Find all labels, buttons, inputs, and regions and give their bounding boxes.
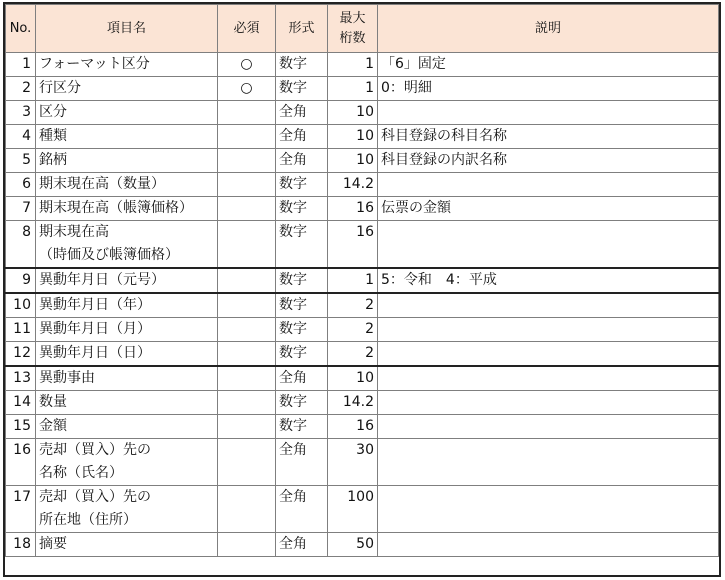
row-number: 18 <box>6 533 36 557</box>
format-cell: 全角 <box>276 101 328 125</box>
format-cell: 全角 <box>276 366 328 391</box>
item-name-cell: 期末現在高（帳簿価格） <box>36 197 218 221</box>
description-cell <box>378 318 719 342</box>
item-name-cell: 銘柄 <box>36 149 218 173</box>
max-digits-cell: 50 <box>328 533 378 557</box>
header-no: No. <box>6 5 36 53</box>
item-name-cell: 区分 <box>36 101 218 125</box>
max-digits-cell: 10 <box>328 125 378 149</box>
description-cell <box>378 439 719 486</box>
required-mark <box>218 268 276 293</box>
item-name-cell: 異動事由 <box>36 366 218 391</box>
item-name-cell: 異動年月日（年） <box>36 293 218 318</box>
description-cell: 伝票の金額 <box>378 197 719 221</box>
required-mark <box>218 125 276 149</box>
required-mark <box>218 197 276 221</box>
item-name-cell: フォーマット区分 <box>36 53 218 77</box>
table-row <box>6 149 719 173</box>
description-cell <box>378 533 719 557</box>
item-name-cell: 異動年月日（日） <box>36 342 218 367</box>
item-name-cell: 異動年月日（月） <box>36 318 218 342</box>
field-spec-table-frame <box>3 2 721 577</box>
row-number: 10 <box>6 293 36 318</box>
max-digits-cell: 1 <box>328 53 378 77</box>
required-mark: ○ <box>218 77 276 101</box>
table-row <box>6 53 719 77</box>
item-name-cell: 数量 <box>36 391 218 415</box>
max-digits-cell: 2 <box>328 342 378 367</box>
description-cell <box>378 221 719 269</box>
format-cell: 数字 <box>276 53 328 77</box>
format-cell: 数字 <box>276 268 328 293</box>
header-item-name: 項目名 <box>36 5 218 53</box>
required-mark <box>218 173 276 197</box>
table-row <box>6 533 719 557</box>
header-max-digits-line2: 桁数 <box>339 30 366 46</box>
description-cell <box>378 391 719 415</box>
max-digits-cell: 16 <box>328 415 378 439</box>
format-cell: 全角 <box>276 149 328 173</box>
row-number: 13 <box>6 366 36 391</box>
table-row <box>6 391 719 415</box>
max-digits-cell: 16 <box>328 221 378 269</box>
format-cell: 数字 <box>276 391 328 415</box>
table-row <box>6 221 719 269</box>
item-name-line1: 売却（買入）先の <box>39 442 151 458</box>
row-number: 16 <box>6 439 36 486</box>
max-digits-cell: 2 <box>328 293 378 318</box>
item-name-line1: 期末現在高 <box>39 224 109 240</box>
required-mark <box>218 318 276 342</box>
table-row <box>6 77 719 101</box>
header-required: 必須 <box>218 5 276 53</box>
table-row <box>6 366 719 391</box>
description-cell <box>378 342 719 367</box>
max-digits-cell: 10 <box>328 101 378 125</box>
max-digits-cell: 10 <box>328 366 378 391</box>
row-number: 7 <box>6 197 36 221</box>
table-row <box>6 101 719 125</box>
description-cell: 5：令和 4：平成 <box>378 268 719 293</box>
row-number: 1 <box>6 53 36 77</box>
max-digits-cell: 14.2 <box>328 173 378 197</box>
required-mark <box>218 366 276 391</box>
description-cell <box>378 173 719 197</box>
description-cell <box>378 486 719 533</box>
item-name-cell: 異動年月日（元号） <box>36 268 218 293</box>
item-name-cell: 種類 <box>36 125 218 149</box>
format-cell: 全角 <box>276 533 328 557</box>
required-mark <box>218 533 276 557</box>
row-number: 14 <box>6 391 36 415</box>
row-number: 5 <box>6 149 36 173</box>
format-cell: 数字 <box>276 318 328 342</box>
item-name-line2: （時価及び帳簿価格） <box>39 247 179 263</box>
required-mark <box>218 415 276 439</box>
row-number: 15 <box>6 415 36 439</box>
format-cell: 全角 <box>276 125 328 149</box>
item-name-cell: 期末現在高（数量） <box>36 173 218 197</box>
max-digits-cell: 14.2 <box>328 391 378 415</box>
description-cell <box>378 415 719 439</box>
required-mark <box>218 391 276 415</box>
item-name-cell <box>36 439 218 486</box>
table-row <box>6 415 719 439</box>
description-cell <box>378 101 719 125</box>
format-cell: 全角 <box>276 439 328 486</box>
field-spec-table <box>5 4 719 557</box>
format-cell: 数字 <box>276 197 328 221</box>
description-cell <box>378 366 719 391</box>
table-row <box>6 342 719 367</box>
row-number: 11 <box>6 318 36 342</box>
item-name-line2: 名称（氏名） <box>39 465 123 481</box>
max-digits-cell: 100 <box>328 486 378 533</box>
item-name-cell <box>36 486 218 533</box>
max-digits-cell: 10 <box>328 149 378 173</box>
max-digits-cell: 16 <box>328 197 378 221</box>
table-row <box>6 125 719 149</box>
format-cell: 全角 <box>276 486 328 533</box>
table-row <box>6 293 719 318</box>
format-cell: 数字 <box>276 173 328 197</box>
required-mark: ○ <box>218 53 276 77</box>
description-cell <box>378 293 719 318</box>
item-name-line2: 所在地（住所） <box>39 512 137 528</box>
row-number: 17 <box>6 486 36 533</box>
required-mark <box>218 439 276 486</box>
header-max-digits-line1: 最大 <box>339 10 366 26</box>
table-row <box>6 268 719 293</box>
row-number: 6 <box>6 173 36 197</box>
item-name-cell: 摘要 <box>36 533 218 557</box>
format-cell: 数字 <box>276 221 328 269</box>
max-digits-cell: 1 <box>328 268 378 293</box>
header-description: 説明 <box>378 5 719 53</box>
max-digits-cell: 30 <box>328 439 378 486</box>
header-format: 形式 <box>276 5 328 53</box>
table-row <box>6 439 719 486</box>
format-cell: 数字 <box>276 293 328 318</box>
required-mark <box>218 221 276 269</box>
max-digits-cell: 2 <box>328 318 378 342</box>
table-row <box>6 318 719 342</box>
required-mark <box>218 149 276 173</box>
row-number: 4 <box>6 125 36 149</box>
required-mark <box>218 486 276 533</box>
row-number: 9 <box>6 268 36 293</box>
table-row <box>6 173 719 197</box>
max-digits-cell: 1 <box>328 77 378 101</box>
item-name-line1: 売却（買入）先の <box>39 489 151 505</box>
header-row <box>6 5 719 53</box>
required-mark <box>218 293 276 318</box>
description-cell: 「6」固定 <box>378 53 719 77</box>
format-cell: 数字 <box>276 342 328 367</box>
item-name-cell <box>36 221 218 269</box>
required-mark <box>218 101 276 125</box>
description-cell: 0：明細 <box>378 77 719 101</box>
description-cell: 科目登録の内訳名称 <box>378 149 719 173</box>
table-row <box>6 486 719 533</box>
item-name-cell: 行区分 <box>36 77 218 101</box>
format-cell: 数字 <box>276 415 328 439</box>
row-number: 3 <box>6 101 36 125</box>
format-cell: 数字 <box>276 77 328 101</box>
header-max-digits <box>328 5 378 53</box>
item-name-cell: 金額 <box>36 415 218 439</box>
table-row <box>6 197 719 221</box>
description-cell: 科目登録の科目名称 <box>378 125 719 149</box>
row-number: 2 <box>6 77 36 101</box>
row-number: 12 <box>6 342 36 367</box>
required-mark <box>218 342 276 367</box>
row-number: 8 <box>6 221 36 269</box>
